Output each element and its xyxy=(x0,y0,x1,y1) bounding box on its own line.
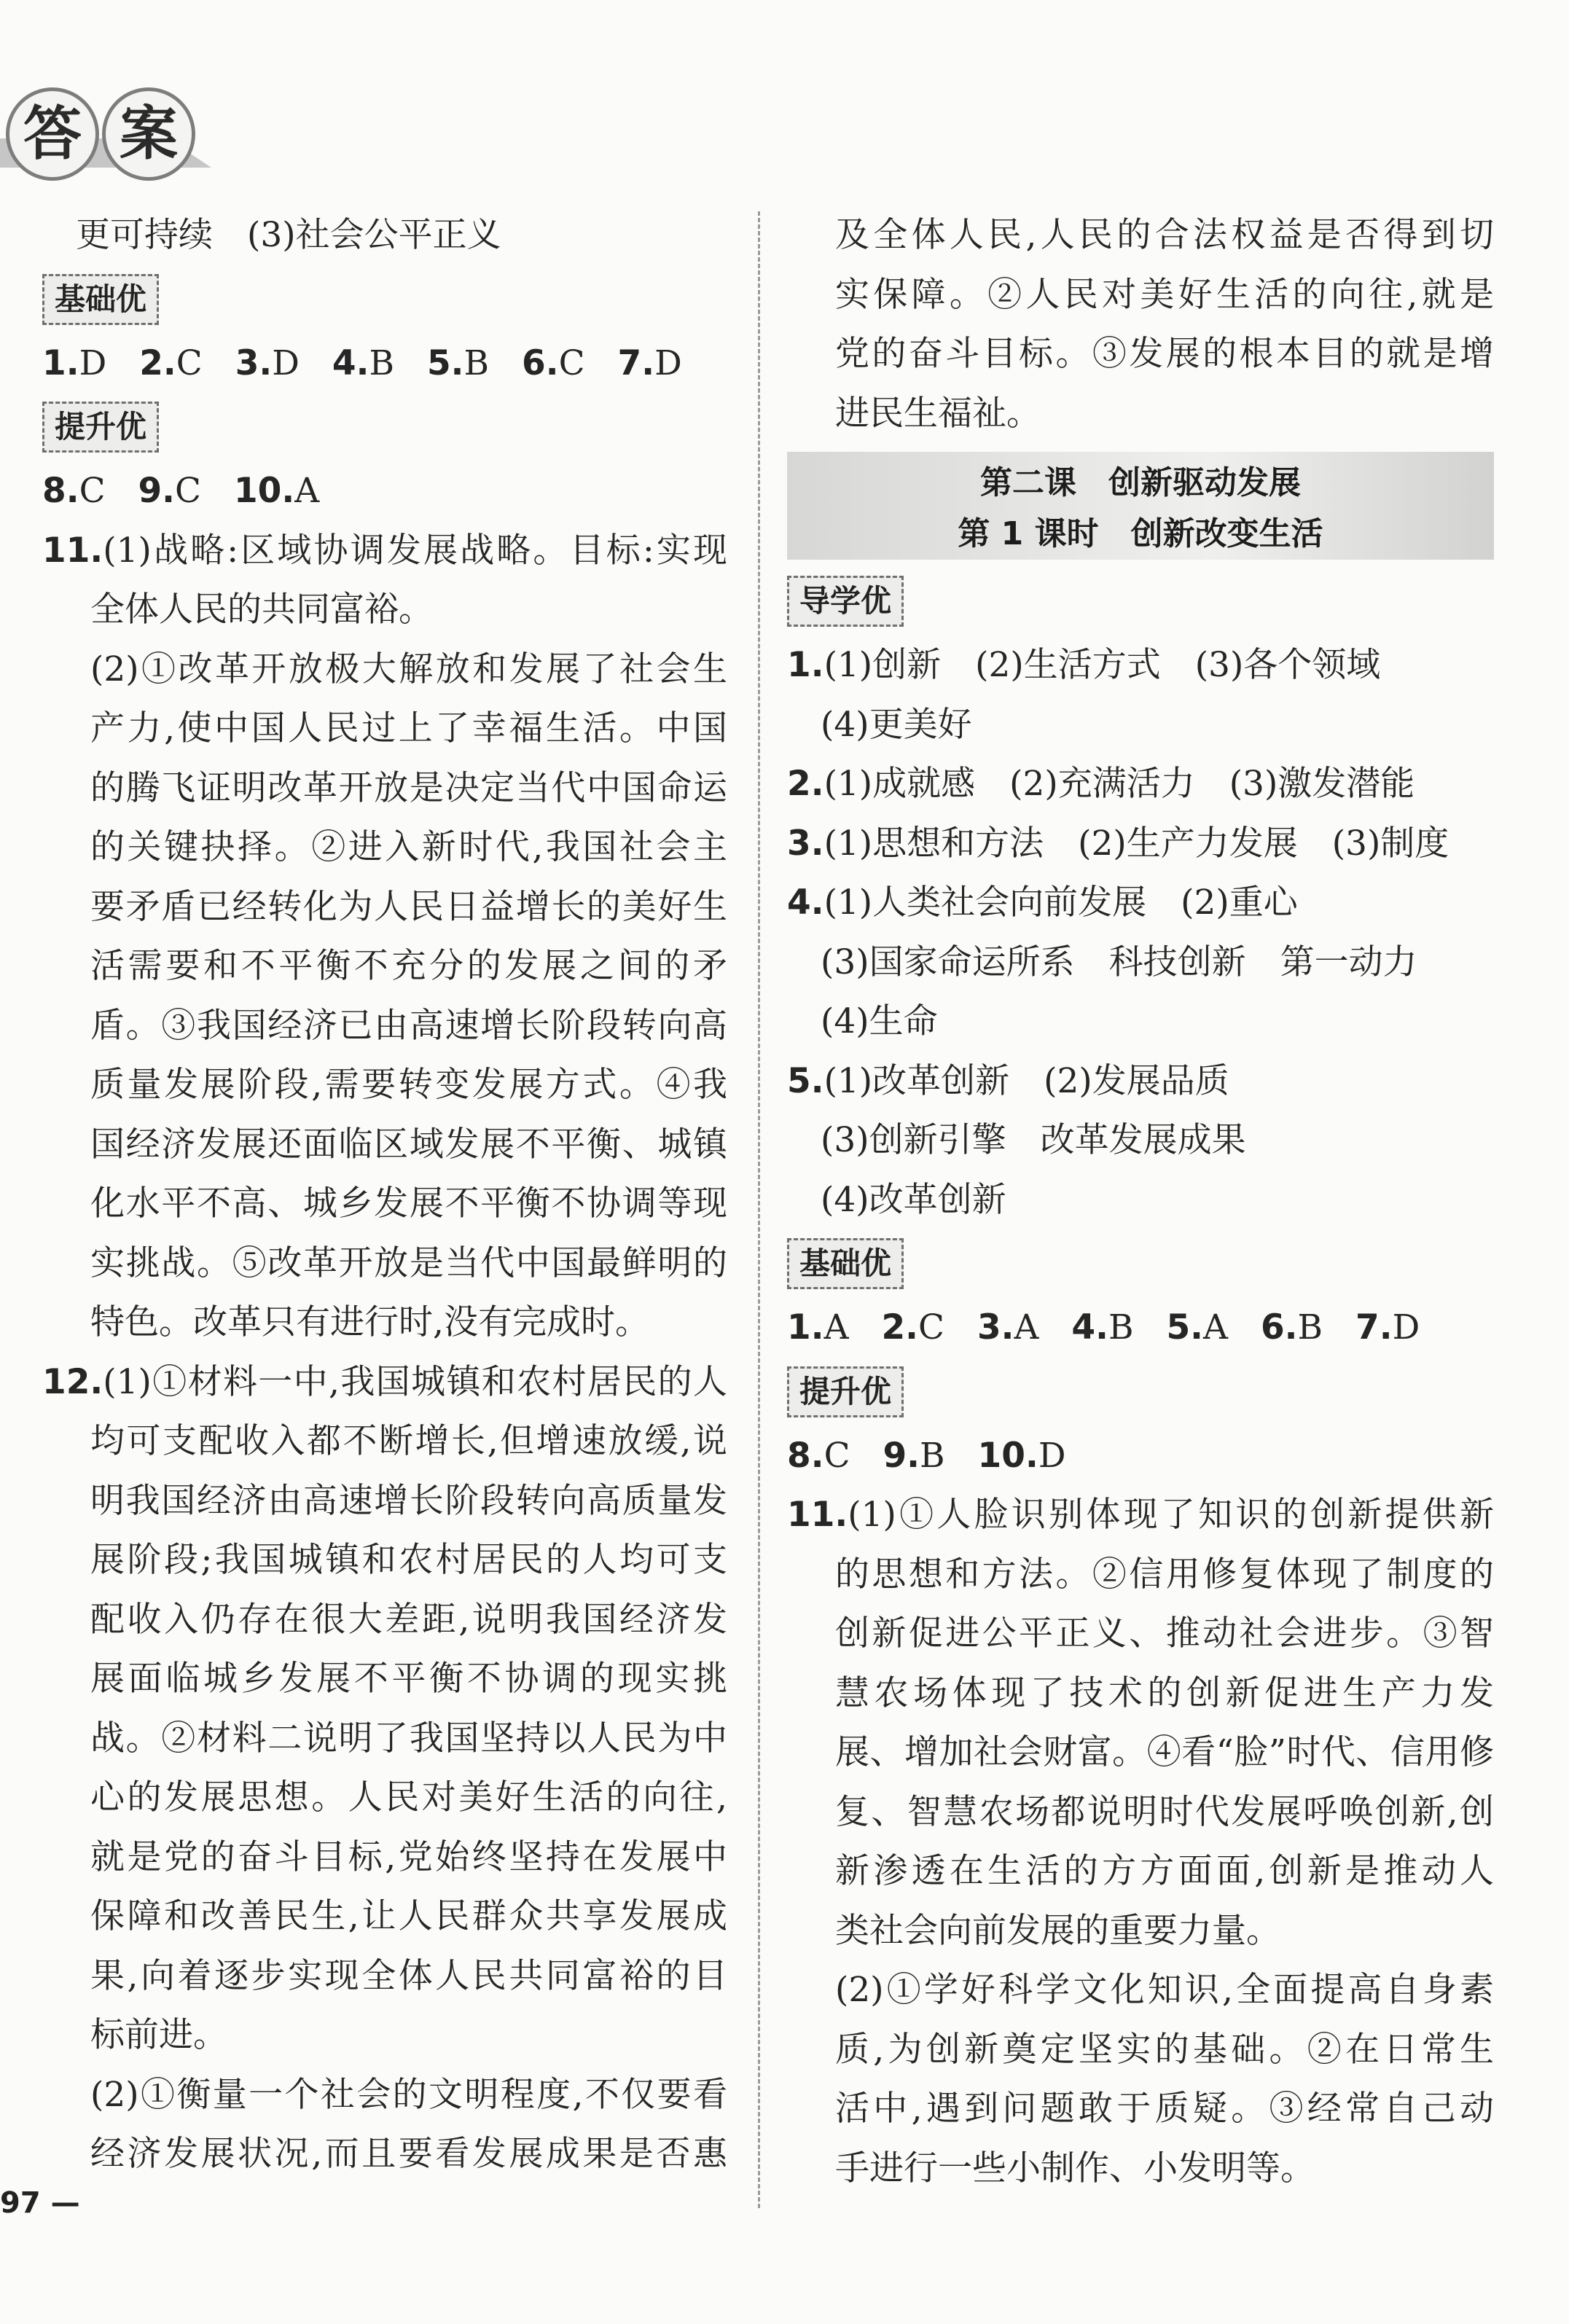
guide-item-cont: (4)改革创新 xyxy=(821,1179,1006,1220)
section-basic xyxy=(42,265,727,334)
section-basic xyxy=(787,1229,1494,1298)
improve-answers-row xyxy=(787,1426,1494,1486)
q11-line: 活中,遇到问题敢于质疑。③经常自己动 xyxy=(835,2089,1494,2129)
q12-line: 明我国经济由高速增长阶段转向高质量发 xyxy=(90,1480,727,1521)
q11-line: 质,为创新奠定坚实的基础。②在日常生 xyxy=(835,2029,1494,2070)
answer-item: 3.D xyxy=(235,343,300,383)
q11-line: 产力,使中国人民过上了幸福生活。中国 xyxy=(90,708,727,748)
q11-line: 质量发展阶段,需要转变发展方式。④我 xyxy=(90,1065,727,1105)
basic-answers-row xyxy=(787,1298,1494,1358)
q11-line: 盾。③我国经济已由高速增长阶段转向高 xyxy=(90,1005,727,1046)
q12-line: 心的发展思想。人民对美好生活的向往, xyxy=(90,1777,727,1818)
tag-basic: 基础优 xyxy=(42,274,159,325)
q12-line: 标前进。 xyxy=(90,2015,227,2055)
answer-item: 7.D xyxy=(617,343,682,383)
answer-header xyxy=(0,0,219,189)
answer-item: 1.A xyxy=(787,1307,849,1347)
guide-item-cont: (4)生命 xyxy=(821,1001,938,1041)
answer-item: 5.B xyxy=(426,343,490,383)
q11-line: 新渗透在生活的方方面面,创新是推动人 xyxy=(835,1851,1494,1891)
answer-item: 5.A xyxy=(1166,1307,1228,1347)
q12-line: 战。②材料二说明了我国坚持以人民为中 xyxy=(90,1718,727,1758)
right-column xyxy=(787,206,1494,2198)
q11-line: 国经济发展还面临区域发展不平衡、城镇 xyxy=(90,1124,727,1165)
q11-line: 化水平不高、城乡发展不平衡不协调等现 xyxy=(90,1183,727,1224)
answer-item: 3.A xyxy=(977,1307,1039,1347)
continuation-line: 实保障。②人民对美好生活的向往,就是 xyxy=(835,274,1494,315)
section-improve xyxy=(42,393,727,461)
q11-line: (2)①改革开放极大解放和发展了社会生 xyxy=(90,649,727,689)
answer-item: 10.D xyxy=(977,1435,1066,1476)
q11-line: (2)①学好科学文化知识,全面提高自身素 xyxy=(835,1970,1494,2010)
q11-number: 11. xyxy=(42,530,103,571)
answer-item: 2.C xyxy=(881,1307,944,1347)
answer-item: 6.C xyxy=(522,343,585,383)
basic-answers-row xyxy=(42,334,727,394)
guide-item: 2.(1)成就感 (2)充满活力 (3)激发潜能 xyxy=(787,764,1415,804)
q12-line: 就是党的奋斗目标,党始终坚持在发展中 xyxy=(90,1836,727,1877)
q12-line: 展面临城乡发展不平衡不协调的现实挑 xyxy=(90,1659,727,1699)
guide-item-cont: (4)更美好 xyxy=(821,704,972,745)
q12-line: (2)①衡量一个社会的文明程度,不仅要看 xyxy=(90,2074,727,2115)
continuation-line: 党的奋斗目标。③发展的根本目的就是增 xyxy=(835,334,1494,374)
answer-item: 1.D xyxy=(42,343,107,383)
answer-item: 6.B xyxy=(1260,1307,1323,1347)
q11-first-line: 11.(1)①人脸识别体现了知识的创新提供新 xyxy=(787,1495,1494,1535)
q11-line: 展、增加社会财富。④看“脸”时代、信用修 xyxy=(835,1732,1494,1772)
q11-line: 创新促进公平正义、推动社会进步。③智 xyxy=(835,1613,1494,1654)
q12-line: 配收入仍存在很大差距,说明我国经济发 xyxy=(90,1599,727,1640)
continuation-line: 及全体人民,人民的合法权益是否得到切 xyxy=(835,215,1494,255)
header-char-1: 答 xyxy=(6,87,99,181)
left-column xyxy=(42,206,727,2184)
section-guide xyxy=(787,567,1494,635)
q11-first-line: 11.(1)战略:区域协调发展战略。目标:实现 xyxy=(42,530,727,571)
improve-answers-row xyxy=(42,461,727,521)
q12-line: 保障和改善民生,让人民群众共享发展成 xyxy=(90,1896,727,1936)
guide-item-cont: (3)创新引擎 改革发展成果 xyxy=(821,1120,1246,1160)
answer-item: 8.C xyxy=(42,471,106,511)
guide-item-cont: (3)国家命运所系 科技创新 第一动力 xyxy=(821,942,1417,982)
answer-item: 8.C xyxy=(787,1435,850,1476)
q12-line: 均可支配收入都不断增长,但增速放缓,说 xyxy=(90,1421,727,1461)
q11-line: 复、智慧农场都说明时代发展呼唤创新,创 xyxy=(835,1791,1494,1832)
q11-number: 11. xyxy=(787,1495,848,1535)
guide-item: 1.(1)创新 (2)生活方式 (3)各个领域 xyxy=(787,645,1381,685)
column-divider xyxy=(758,211,760,2208)
q11-line: 全体人民的共同富裕。 xyxy=(90,590,433,630)
lesson-heading xyxy=(787,452,1494,560)
lesson-title: 第二课 创新驱动发展 xyxy=(980,464,1301,501)
tag-improve: 提升优 xyxy=(42,402,159,453)
q11-line: 的腾飞证明改革开放是决定当代中国命运 xyxy=(90,767,727,808)
answer-item: 2.C xyxy=(139,343,203,383)
q11-line: 实挑战。⑤改革开放是当代中国最鲜明的 xyxy=(90,1243,727,1283)
continuation-line: 更可持续 (3)社会公平正义 xyxy=(76,215,501,255)
answer-item: 4.B xyxy=(332,343,394,383)
q11-line: 的关键抉择。②进入新时代,我国社会主 xyxy=(90,827,727,867)
lesson-subtitle: 第 1 课时 创新改变生活 xyxy=(958,515,1323,552)
q11-line: 慧农场体现了技术的创新促进生产力发 xyxy=(835,1672,1494,1713)
section-improve xyxy=(787,1358,1494,1426)
answer-item: 10.A xyxy=(233,471,320,511)
answer-item: 7.D xyxy=(1355,1307,1420,1347)
q11-line: 特色。改革只有进行时,没有完成时。 xyxy=(90,1302,649,1342)
tag-basic: 基础优 xyxy=(787,1238,904,1289)
q12-line: 展阶段;我国城镇和农村居民的人均可支 xyxy=(90,1540,727,1580)
continuation-line: 进民生福祉。 xyxy=(835,393,1041,434)
answer-item: 4.B xyxy=(1071,1307,1134,1347)
tag-guide: 导学优 xyxy=(787,576,904,627)
page-number: 97 — xyxy=(0,2186,80,2220)
tag-improve: 提升优 xyxy=(787,1366,904,1417)
answer-item: 9.C xyxy=(138,471,202,511)
q11-line: 要矛盾已经转化为人民日益增长的美好生 xyxy=(90,886,727,927)
q12-line: 经济发展状况,而且要看发展成果是否惠 xyxy=(90,2134,727,2174)
q11-line: 活需要和不平衡不充分的发展之间的矛 xyxy=(90,946,727,986)
q11-line: 的思想和方法。②信用修复体现了制度的 xyxy=(835,1554,1494,1595)
guide-item: 3.(1)思想和方法 (2)生产力发展 (3)制度 xyxy=(787,823,1449,864)
q11-line: 类社会向前发展的重要力量。 xyxy=(835,1910,1280,1951)
q12-line: 果,向着逐步实现全体人民共同富裕的目 xyxy=(90,1955,727,1996)
q11-line: 手进行一些小制作、小发明等。 xyxy=(835,2148,1315,2188)
guide-item: 5.(1)改革创新 (2)发展品质 xyxy=(787,1060,1229,1101)
q12-number: 12. xyxy=(42,1361,103,1402)
answer-item: 9.B xyxy=(883,1435,945,1476)
q12-first-line: 12.(1)①材料一中,我国城镇和农村居民的人 xyxy=(42,1361,727,1402)
header-char-2: 案 xyxy=(102,87,195,181)
guide-item: 4.(1)人类社会向前发展 (2)重心 xyxy=(787,883,1298,923)
